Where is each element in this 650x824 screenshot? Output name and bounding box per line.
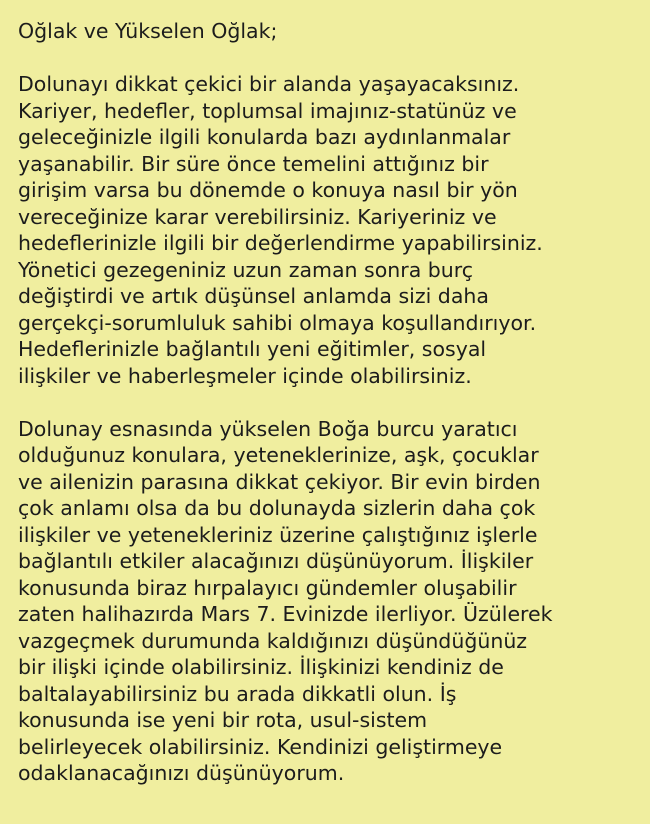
text-line: Dolunayı dikkat çekici bir alanda yaşayacaksınız. — [18, 72, 520, 96]
text-line: bağlantılı etkiler alacağınızı düşünüyorum. İlişkiler — [18, 549, 534, 573]
text-line: ve ailenizin parasına dikkat çekiyor. Bir evin birden — [18, 469, 541, 494]
text-line: odaklanacağınızı düşünüyorum. — [18, 761, 345, 785]
text-line: olduğunuz konulara, yeteneklerinize, aşk, çocuklar — [18, 443, 539, 467]
text-line: zaten halihazırda Mars 7. Evinizde ilerliyor. Üzülerek — [18, 602, 553, 626]
text-line: Yönetici gezegeniniz uzun zaman sonra burç — [18, 257, 474, 282]
text-line: geleceğinizle ilgili konularda bazı aydınlanmalar — [18, 125, 511, 149]
document-heading: Oğlak ve Yükselen Oğlak; — [18, 19, 278, 43]
text-line: değiştirdi ve artık düşünsel anlamda sizi daha — [18, 284, 489, 308]
text-line: hedeflerinizle ilgili bir değerlendirme yapabilirsiniz. — [18, 231, 543, 255]
text-line: ilişkiler ve yetenekleriniz üzerine çalıştığınız işlerle — [18, 522, 538, 547]
text-line: Hedeflerinizle bağlantılı yeni eğitimler, sosyal — [18, 337, 487, 361]
text-line: vazgeçmek durumunda kaldığınızı düşündüğünüz — [18, 628, 528, 653]
paragraph-2 — [18, 416, 632, 787]
text-line: bir ilişki içinde olabilirsiniz. İlişkinizi kendiniz de — [18, 655, 504, 679]
text-line: vereceğinize karar verebilirsiniz. Kariyeriniz ve — [18, 204, 497, 229]
text-line: yaşanabilir. Bir süre önce temelini attığınız bir — [18, 151, 489, 176]
text-line: girişim varsa bu dönemde o konuya nasıl bir yön — [18, 178, 518, 202]
text-line: konusunda biraz hırpalayıcı gündemler oluşabilir — [18, 575, 517, 600]
text-line: gerçekçi-sorumluluk sahibi olmaya koşullandırıyor. — [18, 310, 537, 335]
text-line: baltalayabilirsiniz bu arada dikkatli olun. İş — [18, 681, 457, 706]
text-line: çok anlamı olsa da bu dolunayda sizlerin daha çok — [18, 496, 536, 520]
text-line: Kariyer, hedefler, toplumsal imajınız-statünüz ve — [18, 98, 517, 123]
text-line: Dolunay esnasında yükselen Boğa burcu yaratıcı — [18, 416, 518, 441]
text-line: konusunda ise yeni bir rota, usul-sistem — [18, 708, 428, 732]
paragraph-1 — [18, 71, 632, 389]
text-line: belirleyecek olabilirsiniz. Kendinizi geliştirmeye — [18, 734, 503, 759]
text-line: ilişkiler ve haberleşmeler içinde olabilirsiniz. — [18, 363, 472, 388]
